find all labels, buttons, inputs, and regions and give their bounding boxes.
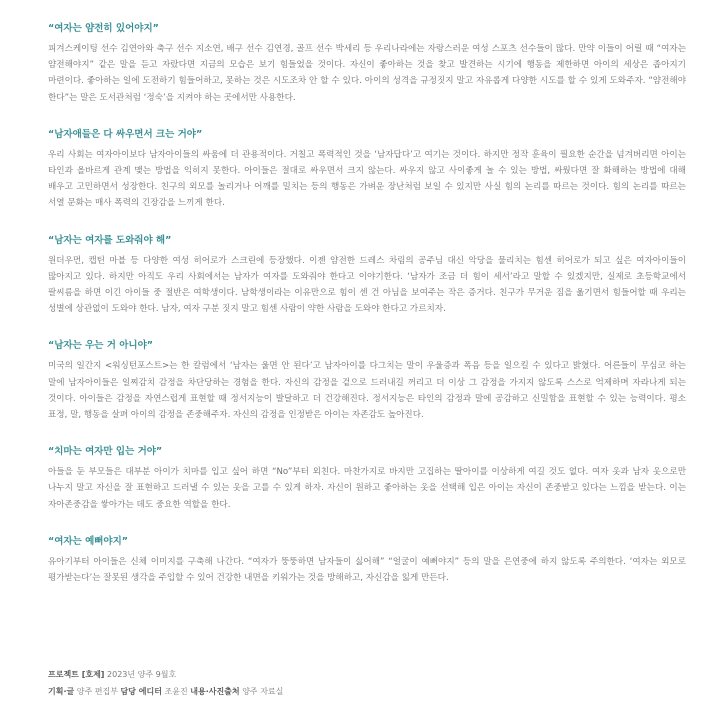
section-heading: “남자는 우는 거 아니야” <box>48 340 154 352</box>
section-heading: “여자는 얌전히 있어야지” <box>48 23 159 34</box>
credits-source-label: 내용·사진출처 <box>190 687 240 696</box>
section-body: 피겨스케이팅 선수 김연아와 축구 선수 지소연, 배구 선수 김연경, 골프 선수 박세리 등 우리나라에는 자랑스러운 여성 스포츠 선수들이 많다. 만약 이들이 어릴 때 “여자는 얌전해야지” 같은 말을 듣고 자랐다면 지금의 모습은 보기 힘들었을 것이다. 자신이 좋아하는 것을 찾고 발견하는 시기에 행동을 제한하면 아이의 세상은 좁아지기 마련이다. 좋아하는 일에 도전하기 힘들어하고, 못하는 것은 시도조차 안 할 수 있다. 아이의 성격을 규정짓지 말고 자유롭게 다양한 시도를 할 수 있게 도와주자. “얌전해야 한다”는 말은 도서관처럼 ‘정숙’을 지켜야 하는 곳에서만 사용한다. <box>48 44 686 103</box>
section-boys-fight <box>48 128 686 212</box>
section-skirts <box>48 445 686 513</box>
section-body: 우리 사회는 여자아이보다 남자아이들의 싸움에 더 관용적이다. 거칠고 폭력적인 것을 ‘남자답다’고 여기는 것이다. 하지만 정작 훈육이 필요한 순간을 넘겨버리면 아이는 타인과 올바르게 관계 맺는 방법을 익히지 못한다. 아이들은 절대로 싸우면서 크지 않는다. 싸우지 않고 사이좋게 놀 수 있는 방법, 싸웠다면 잘 화해하는 방법에 대해 배우고 고민하면서 성장한다. 친구의 외모를 놀리거나 어깨를 밀치는 등의 행동은 가벼운 장난처럼 보일 수 있지만 사실 힘의 논리를 따르는 것이다. 힘의 논리를 따르는 서열 문화는 매사 폭력의 긴장감을 느끼게 한다. <box>48 149 686 209</box>
section-body: 유아기부터 아이들은 신체 이미지를 구축해 나간다. “여자가 뚱뚱하면 남자들이 싫어해” “얼굴이 예뻐야지” 등의 말을 은연중에 하지 않도록 주의한다. ‘여자는 외모로 평가받는다’는 잘못된 생각을 주입할 수 있어 건강한 내면을 키워가는 것을 방해하고, 자신감을 잃게 만든다. <box>48 556 686 584</box>
section-heading: “치마는 여자만 입는 거야” <box>48 446 163 458</box>
credits-writer-label: 기획·글 <box>48 687 75 696</box>
credits-line-project <box>48 666 668 683</box>
section-quiet-girls <box>48 22 686 106</box>
section-heading: “여자는 예뻐야지” <box>48 535 129 547</box>
credits-editor-value: 조윤진 <box>164 687 188 696</box>
credits-editor-label: 담당 에디터 <box>120 687 162 696</box>
article <box>48 22 686 608</box>
section-body: 아들을 둔 부모들은 대부분 아이가 치마를 입고 싶어 하면 “No”부터 외친다. 마찬가지로 바지만 고집하는 딸아이를 이상하게 여길 것도 없다. 여자 옷과 남자 옷으로만 나누지 말고 자신을 잘 표현하고 드러낼 수 있는 옷을 고를 수 있게 하자. 자신이 원하고 좋아하는 옷을 선택해 입은 아이는 자신이 존중받고 있다는 느낌을 받는다. 이는 자아존중감을 쌓아가는 데도 중요한 역할을 한다. <box>48 467 686 510</box>
credits-project-label: 프로젝트 [호제] <box>48 670 105 679</box>
credits-line-staff <box>48 683 668 700</box>
section-heading: “남자애들은 다 싸우면서 크는 거야” <box>48 128 203 140</box>
section-boys-dont-cry <box>48 339 686 423</box>
section-body: 미국의 일간지 <워싱턴포스트>는 한 칼럼에서 ‘남자는 울면 안 된다’고 남자아이를 다그치는 말이 우울증과 폭음 등을 일으킬 수 있다고 밝혔다. 어른들이 무심코 하는 말에 남자아이들은 일찌감치 감정을 차단당하는 경험을 한다. 자신의 감정을 겉으로 드러내길 꺼리고 더 이상 그 감정을 가지지 않도록 스스로 억제하며 자라나게 되는 것이다. 아이들은 감정을 자연스럽게 표현할 때 정서지능이 발달하고 더 건강해진다. 정서지능은 타인의 감정과 말에 공감하고 신밀함을 표현할 수 있는 능력이다. 평소 표정, 말, 행동을 살펴 아이의 감정을 존중해주자. 자신의 감정을 인정받은 아이는 자존감도 높아진다. <box>48 361 686 421</box>
credits-source-value: 양주 자료실 <box>242 687 284 696</box>
credits-writer-value: 양주 편집부 <box>76 687 118 696</box>
section-heading: “남자는 여자를 도와줘야 해” <box>48 234 172 246</box>
credits <box>48 666 668 700</box>
section-boys-help-girls <box>48 234 686 318</box>
credits-project-value: 2023년 양주 9월호 <box>107 670 177 679</box>
section-girls-pretty <box>48 535 686 586</box>
section-body: 원더우먼, 캡틴 마블 등 다양한 여성 히어로가 스크린에 등장했다. 이젠 얌전한 드레스 차림의 공주님 대신 악당을 물리치는 힘센 히어로가 되고 싶은 여자아이들이 많아지고 있다. 하지만 아직도 우리 사회에서는 남자가 여자를 도와줘야 한다고 이야기한다. ‘남자가 조금 더 힘이 세서’라고 말할 수 있겠지만, 실제로 초등학교에서 팔씨름을 하면 이긴 아이들 중 절반은 여학생이다. 남학생이라는 이유만으로 힘이 센 건 아님을 보여주는 작은 증거다. 친구가 무거운 짐을 옮기면서 힘들어할 때 우리는 성별에 상관없이 도와야 한다. 남자, 여자 구분 짓지 말고 힘센 사람이 약한 사람을 도와야 한다고 가르치자. <box>48 255 686 315</box>
